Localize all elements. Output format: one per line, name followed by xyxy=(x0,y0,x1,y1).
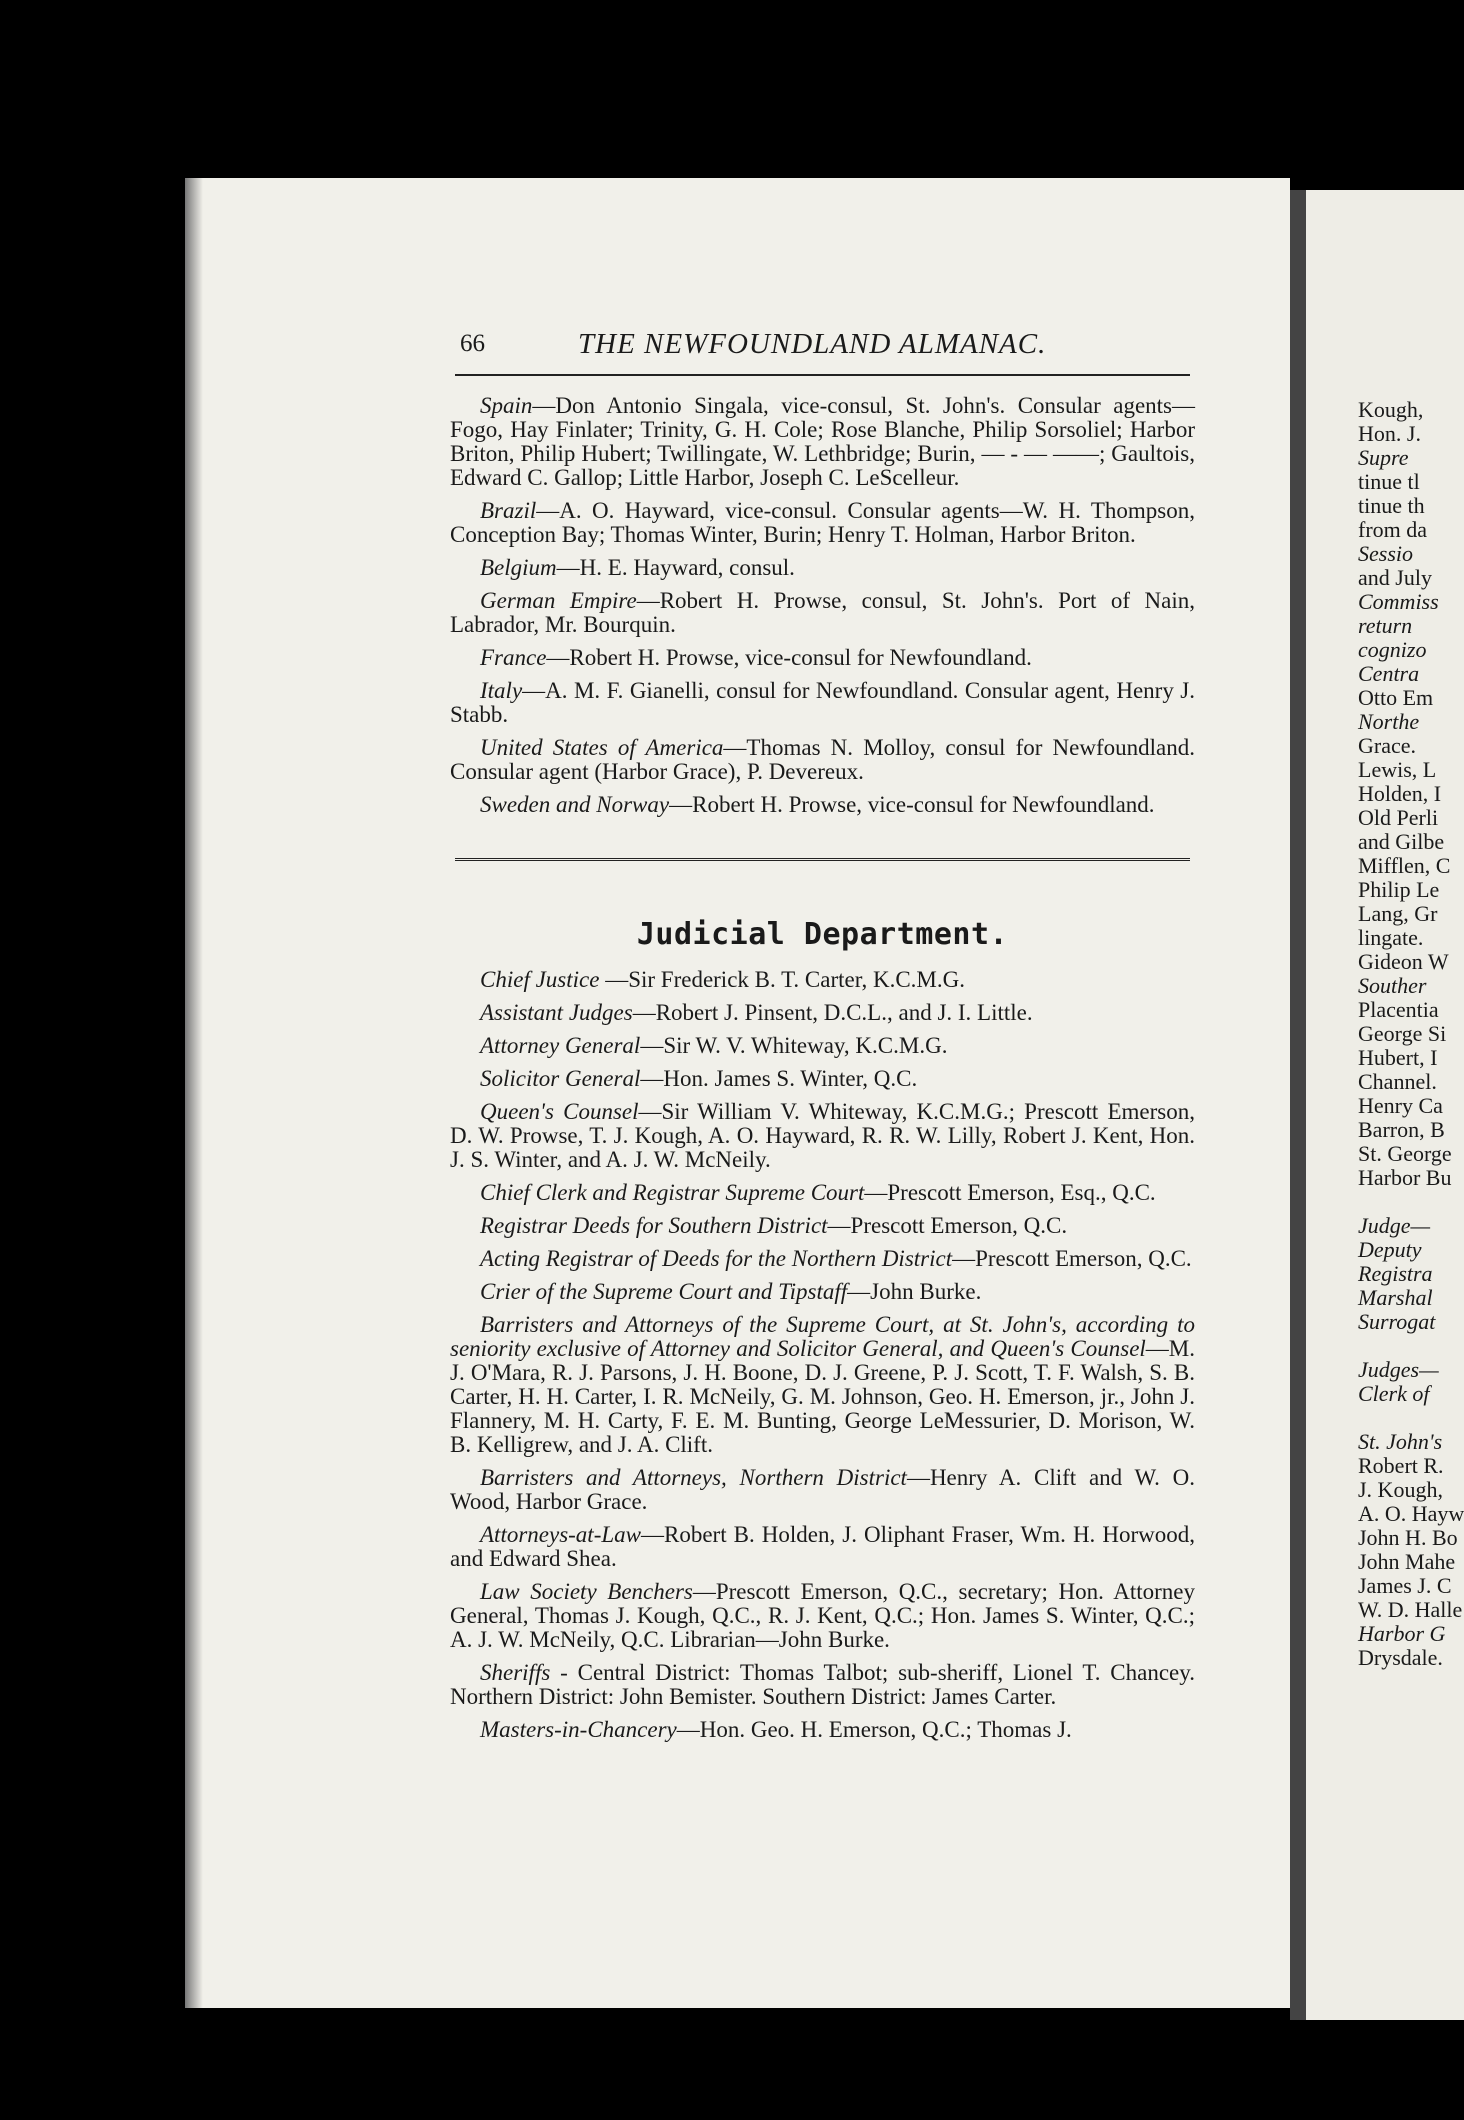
right-page-line: and Gilbe xyxy=(1358,829,1445,854)
right-page-line: A. O. Hayw xyxy=(1358,1501,1464,1526)
consul-entry-label: Italy xyxy=(480,678,523,703)
judicial-entry-label: Queen's Counsel xyxy=(480,1099,639,1124)
judicial-entry-label: Acting Registrar of Deeds for the Northern District xyxy=(480,1246,953,1271)
judicial-section xyxy=(450,968,1195,1751)
judicial-entry xyxy=(450,1661,1195,1709)
right-page-line: Holden, I xyxy=(1358,781,1442,806)
page-header xyxy=(460,330,1200,370)
right-page-line: Otto Em xyxy=(1358,685,1434,710)
right-page-line: Hubert, I xyxy=(1358,1045,1438,1070)
judicial-entry xyxy=(450,1580,1195,1652)
consul-entry-text: —Don Antonio Singala, vice-consul, St. John's. Consular agents—Fogo, Hay Finlater; Trinity, G. H. Cole; Rose Blanche, Philip Sorsoliel; Harbor Briton, Philip Hubert; Twillingate, W. Lethbridge; Burin, — - — ——; Gaultois, Edward C. Gallop; Little Harbor, Joseph C. LeScelleur. xyxy=(450,393,1195,490)
right-page-line: return xyxy=(1358,613,1413,638)
consul-entry xyxy=(450,646,1195,670)
judicial-entry-text: —Hon. Geo. H. Emerson, Q.C.; Thomas J. xyxy=(676,1717,1072,1742)
right-page-line: Judges— xyxy=(1358,1357,1439,1382)
judicial-entry-text: —Henry A. Clift and W. O. Wood, Harbor Grace. xyxy=(450,1465,1195,1514)
judicial-entry xyxy=(450,1313,1195,1457)
right-page-line: St. John's xyxy=(1358,1429,1443,1454)
right-page-line: tinue tl xyxy=(1358,469,1420,494)
right-page-line: Hon. J. xyxy=(1358,421,1421,446)
section-title: Judicial Department. xyxy=(636,917,1009,952)
page-gutter-shadow xyxy=(185,178,203,2008)
header-rule xyxy=(455,374,1190,376)
section-divider xyxy=(455,858,1190,864)
consuls-section xyxy=(450,394,1195,826)
right-page-line: W. D. Halle xyxy=(1358,1597,1463,1622)
right-page-line: Sessio xyxy=(1358,541,1413,566)
judicial-entry-text: —Prescott Emerson, Q.C. xyxy=(952,1246,1192,1271)
right-page-line xyxy=(1306,1190,1464,1214)
right-page-line: Deputy xyxy=(1358,1237,1422,1262)
judicial-entry-text: —Sir Frederick B. T. Carter, K.C.M.G. xyxy=(599,967,965,992)
judicial-entry-label: Attorneys-at-Law xyxy=(480,1522,641,1547)
judicial-entry-text: —M. J. O'Mara, R. J. Parsons, J. H. Boone, D. J. Greene, P. J. Scott, T. F. Walsh, S. B. Carter, H. H. Carter, I. R. McNeily, G. M. Johnson, Geo. H. Emerson, jr., John J. Flannery, M. H. Carty, F. E. M. Bunting, George LeMessurier, D. Morison, W. B. Kelligrew, and J. A. Clift. xyxy=(450,1336,1195,1457)
right-page-line: Judge— xyxy=(1358,1213,1431,1238)
right-page-line: James J. C xyxy=(1358,1573,1452,1598)
right-page-line: Kough, xyxy=(1358,397,1424,422)
right-page-line: Old Perli xyxy=(1358,805,1439,830)
consul-entry xyxy=(450,499,1195,547)
right-page-line: Drysdale. xyxy=(1358,1645,1443,1670)
consul-entry-label: Brazil xyxy=(480,498,537,523)
judicial-entry-label: Crier of the Supreme Court and Tipstaff xyxy=(480,1279,848,1304)
right-page-line xyxy=(1306,1334,1464,1358)
right-page-line: George Si xyxy=(1358,1021,1447,1046)
right-page-line: Surrogat xyxy=(1358,1309,1436,1334)
consul-entry-text: —H. E. Hayward, consul. xyxy=(556,555,795,580)
judicial-entry xyxy=(450,1718,1195,1742)
judicial-entry xyxy=(450,1247,1195,1271)
consul-list xyxy=(450,394,1195,817)
right-page-line: from da xyxy=(1358,517,1428,542)
judicial-entry-label: Chief Justice xyxy=(480,967,600,992)
judicial-entry-text: —John Burke. xyxy=(847,1279,982,1304)
judicial-entry xyxy=(450,1523,1195,1571)
consul-entry xyxy=(450,556,1195,580)
right-page-line: Lang, Gr xyxy=(1358,901,1438,926)
right-page-line: Barron, B xyxy=(1358,1117,1445,1142)
judicial-entry xyxy=(450,1181,1195,1205)
right-page-line: Grace. xyxy=(1358,733,1417,758)
judicial-entry xyxy=(450,1034,1195,1058)
judicial-entry-text: —Sir William V. Whiteway, K.C.M.G.; Prescott Emerson, D. W. Prowse, T. J. Kough, A. O. Hayward, R. R. W. Lilly, Robert J. Kent, Hon. J. S. Winter, and A. J. W. McNeily. xyxy=(450,1099,1195,1172)
right-page-line: Harbor G xyxy=(1358,1621,1446,1646)
right-page-line: lingate. xyxy=(1358,925,1424,950)
consul-entry xyxy=(450,793,1195,817)
page-number: 66 xyxy=(460,330,485,357)
consul-entry-text: —A. M. F. Gianelli, consul for Newfoundland. Consular agent, Henry J. Stabb. xyxy=(450,678,1195,727)
right-page-line: cognizo xyxy=(1358,637,1427,662)
consul-entry-label: German Empire xyxy=(480,588,637,613)
consul-entry-label: France xyxy=(480,645,547,670)
judicial-entry xyxy=(450,1067,1195,1091)
right-page-fragment xyxy=(1306,190,1464,2020)
right-page-line: and July xyxy=(1358,565,1432,590)
right-page-line: tinue th xyxy=(1358,493,1425,518)
consul-entry-text: —Robert H. Prowse, vice-consul for Newfoundland. xyxy=(669,792,1155,817)
judicial-entry-label: Attorney General xyxy=(480,1033,641,1058)
right-page-line: Henry Ca xyxy=(1358,1093,1443,1118)
right-page-line: Commiss xyxy=(1358,589,1439,614)
judicial-entry-text: —Prescott Emerson, Esq., Q.C. xyxy=(864,1180,1156,1205)
judicial-entry-text: —Robert B. Holden, J. Oliphant Fraser, Wm. H. Horwood, and Edward Shea. xyxy=(450,1522,1195,1571)
right-page-line: Mifflen, C xyxy=(1358,853,1451,878)
judicial-entry xyxy=(450,1214,1195,1238)
right-page-line: J. Kough, xyxy=(1358,1477,1443,1502)
book-spine xyxy=(1290,190,1306,2020)
right-page-line: Gideon W xyxy=(1358,949,1449,974)
judicial-entry-text: —Sir W. V. Whiteway, K.C.M.G. xyxy=(640,1033,948,1058)
judicial-entry-text: —Robert J. Pinsent, D.C.L., and J. I. Little. xyxy=(632,1000,1033,1025)
right-page-line: Marshal xyxy=(1358,1285,1433,1310)
consul-entry-label: Spain xyxy=(480,393,533,418)
right-page-line xyxy=(1306,1406,1464,1430)
judicial-entry-label: Barristers and Attorneys of the Supreme Court, at St. John's, according to seniority exclusive of Attorney and Solicitor General, and Queen's Counsel xyxy=(450,1312,1195,1361)
right-page-line: John Mahe xyxy=(1358,1549,1456,1574)
right-page-lines xyxy=(1306,398,1464,1670)
right-page-line: Centra xyxy=(1358,661,1420,686)
consul-entry-label: Belgium xyxy=(480,555,557,580)
running-title: THE NEWFOUNDLAND ALMANAC. xyxy=(578,328,1047,360)
right-page-line: Souther xyxy=(1358,973,1427,998)
consul-entry-text: —A. O. Hayward, vice-consul. Consular agents—W. H. Thompson, Conception Bay; Thomas Winter, Burin; Henry T. Holman, Harbor Briton. xyxy=(450,498,1195,547)
judicial-entry-label: Sheriffs xyxy=(480,1660,551,1685)
right-page-line: Harbor Bu xyxy=(1358,1165,1452,1190)
right-page-line: Robert R. xyxy=(1358,1453,1444,1478)
judicial-entry xyxy=(450,968,1195,992)
judicial-entry-label: Law Society Benchers xyxy=(480,1579,693,1604)
right-page-line: Philip Le xyxy=(1358,877,1440,902)
judicial-entry-text: —Hon. James S. Winter, Q.C. xyxy=(640,1066,918,1091)
right-page-line: Placentia xyxy=(1358,997,1439,1022)
right-page-line: Channel. xyxy=(1358,1069,1437,1094)
consul-entry xyxy=(450,679,1195,727)
judicial-entry xyxy=(450,1001,1195,1025)
consul-entry-label: Sweden and Norway xyxy=(480,792,670,817)
judicial-entry xyxy=(450,1280,1195,1304)
right-page-line: Lewis, L xyxy=(1358,757,1437,782)
right-page-line: John H. Bo xyxy=(1358,1525,1458,1550)
consul-entry-text: —Robert H. Prowse, vice-consul for Newfoundland. xyxy=(546,645,1032,670)
right-page-line: Registra xyxy=(1358,1261,1433,1286)
consul-entry xyxy=(450,394,1195,490)
judicial-entry-label: Assistant Judges xyxy=(480,1000,633,1025)
judicial-entry-label: Masters-in-Chancery xyxy=(480,1717,677,1742)
judicial-entry xyxy=(450,1466,1195,1514)
judicial-entry-label: Barristers and Attorneys, Northern District xyxy=(480,1465,907,1490)
judicial-entry-text: - Central District: Thomas Talbot; sub-sheriff, Lionel T. Chancey. Northern District: John Bemister. Southern District: James Carter. xyxy=(450,1660,1195,1709)
right-page-line: Supre xyxy=(1358,445,1409,470)
consul-entry-label: United States of America xyxy=(480,735,724,760)
judicial-entry xyxy=(450,1100,1195,1172)
judicial-entry-text: —Prescott Emerson, Q.C. xyxy=(827,1213,1068,1238)
consul-entry-text: —Thomas N. Molloy, consul for Newfoundland. Consular agent (Harbor Grace), P. Devereux. xyxy=(450,735,1195,784)
right-page-line: Clerk of xyxy=(1358,1381,1430,1406)
judicial-list xyxy=(450,968,1195,1742)
judicial-entry-label: Solicitor General xyxy=(480,1066,641,1091)
judicial-entry-label: Chief Clerk and Registrar Supreme Court xyxy=(480,1180,865,1205)
consul-entry xyxy=(450,589,1195,637)
judicial-entry-text: —Prescott Emerson, Q.C., secretary; Hon. Attorney General, Thomas J. Kough, Q.C., R. J. Kent, Q.C.; Hon. James S. Winter, Q.C.; A. J. W. McNeily, Q.C. Librarian—John Burke. xyxy=(450,1579,1195,1652)
judicial-entry-label: Registrar Deeds for Southern District xyxy=(480,1213,828,1238)
right-page-line: St. George xyxy=(1358,1141,1452,1166)
right-page-line: Northe xyxy=(1358,709,1420,734)
consul-entry-text: —Robert H. Prowse, consul, St. John's. Port of Nain, Labrador, Mr. Bourquin. xyxy=(450,588,1195,637)
consul-entry xyxy=(450,736,1195,784)
